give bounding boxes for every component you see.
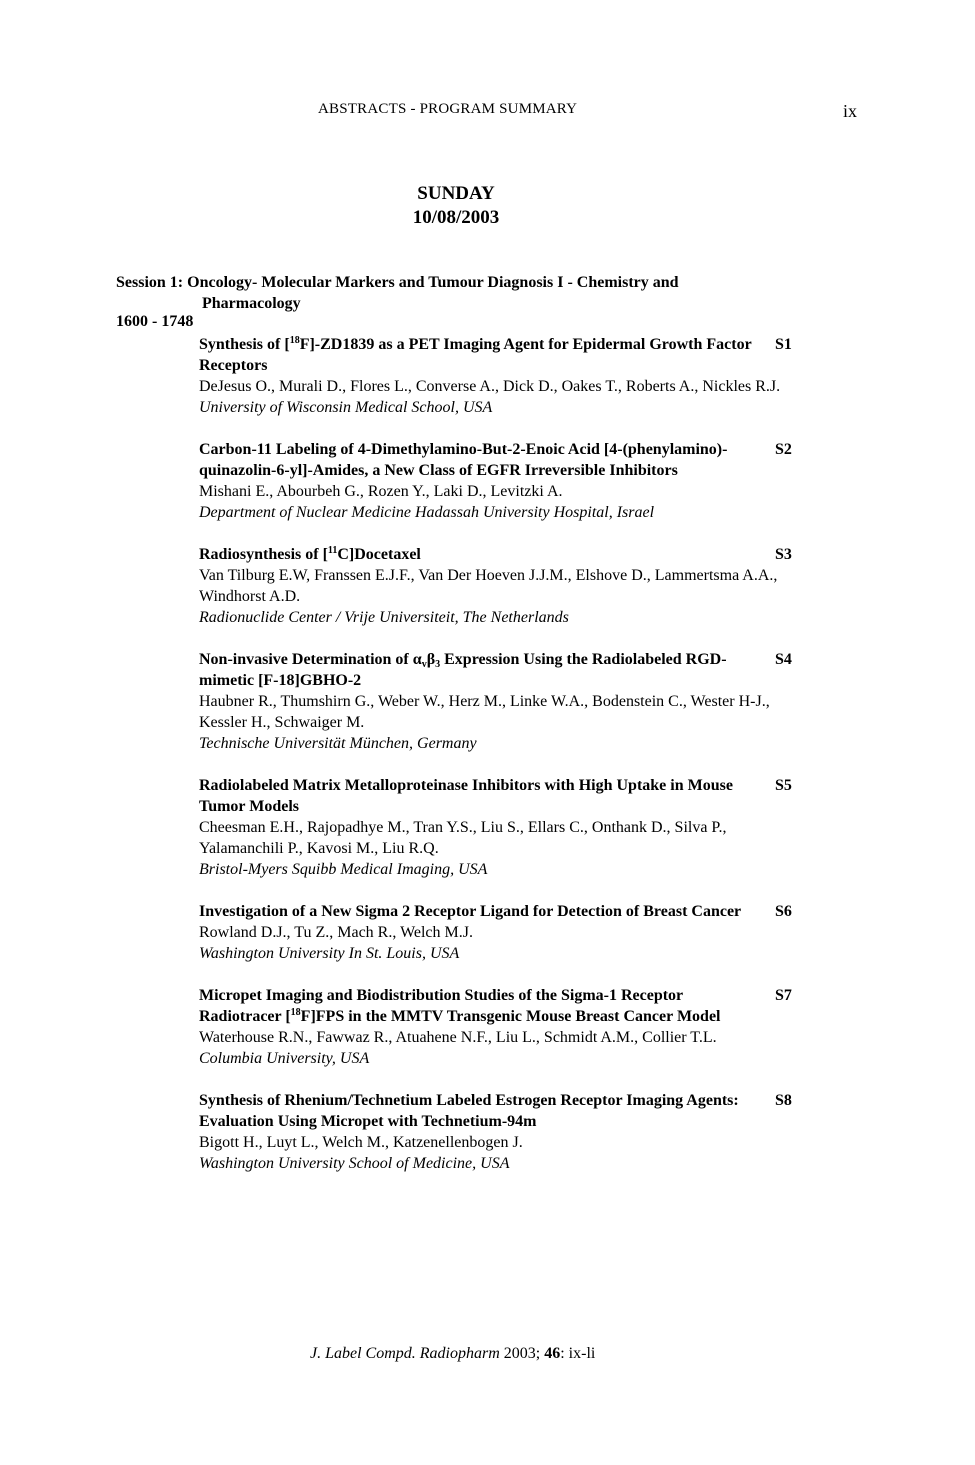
abstract-list — [199, 334, 809, 1195]
abstract-affiliation: Department of Nuclear Medicine Hadassah University Hospital, Israel — [199, 504, 655, 521]
abstract-authors: Rowland D.J., Tu Z., Mach R., Welch M.J. — [199, 924, 473, 941]
session-time: 1600 - 1748 — [116, 313, 194, 330]
abstract-title: Carbon-11 Labeling of 4-Dimethylamino-But-2-Enoic Acid [4-(phenylamino)-quinazolin-6-yl]-Amides, a New Class of EGFR Irreversible Inhibitors — [199, 441, 728, 479]
journal-citation — [310, 1345, 595, 1363]
abstract-authors: Van Tilburg E.W, Franssen E.J.F., Van Der Hoeven J.J.M., Elshove D., Lammertsma A.A., Windhorst A.D. — [199, 567, 778, 605]
running-head: ABSTRACTS - PROGRAM SUMMARY — [318, 101, 578, 117]
page-number: ix — [843, 101, 858, 121]
abstract-entry-s5 — [199, 775, 809, 880]
day-name: SUNDAY — [417, 183, 495, 204]
abstract-affiliation: Bristol-Myers Squibb Medical Imaging, USA — [199, 861, 488, 878]
abstract-title: Micropet Imaging and Biodistribution Studies of the Sigma-1 Receptor Radiotracer [$^{18}$F]FPS in the MMTV Transgenic Mouse Breast Cancer Model — [199, 987, 721, 1025]
abstract-entry-s1 — [199, 334, 809, 418]
abstract-title: Synthesis of [$^{18}$F]-ZD1839 as a PET Imaging Agent for Epidermal Growth Factor Receptors — [199, 335, 752, 374]
journal-name: J. Label Compd. Radiopharm — [310, 1345, 500, 1362]
abstract-affiliation: Radionuclide Center / Vrije Universiteit, The Netherlands — [199, 609, 569, 626]
abstract-code: S1 — [775, 336, 792, 353]
abstract-entry-s6 — [199, 901, 809, 964]
abstract-title: Investigation of a New Sigma 2 Receptor Ligand for Detection of Breast Cancer — [199, 903, 742, 920]
abstract-entry-s4 — [199, 649, 809, 754]
abstract-authors: Haubner R., Thumshirn G., Weber W., Herz M., Linke W.A., Bodenstein C., Wester H-J., Kessler H., Schwaiger M. — [199, 693, 770, 731]
abstract-title: Radiosynthesis of [$^{11}$C]Docetaxel — [199, 545, 421, 563]
session-title — [116, 272, 816, 314]
journal-pages: : ix-li — [560, 1345, 596, 1362]
abstract-affiliation: Columbia University, USA — [199, 1050, 370, 1067]
abstract-entry-s8 — [199, 1090, 809, 1174]
day-date: 10/08/2003 — [412, 207, 500, 228]
abstract-code: S6 — [775, 903, 792, 920]
abstract-code: S8 — [775, 1092, 792, 1109]
abstract-entry-s7 — [199, 985, 809, 1069]
abstract-affiliation: Technische Universität München, Germany — [199, 735, 477, 752]
day-heading — [0, 182, 912, 230]
abstract-entry-s3 — [199, 544, 809, 628]
abstract-authors: Bigott H., Luyt L., Welch M., Katzenellenbogen J. — [199, 1134, 523, 1151]
session-title-line2: Pharmacology — [202, 295, 301, 312]
abstract-entry-s2 — [199, 439, 809, 523]
abstract-authors: DeJesus O., Murali D., Flores L., Converse A., Dick D., Oakes T., Roberts A., Nickles R.J. — [199, 378, 781, 395]
abstract-authors: Cheesman E.H., Rajopadhye M., Tran Y.S., Liu S., Ellars C., Onthank D., Silva P., Yalamanchili P., Kavosi M., Liu R.Q. — [199, 819, 727, 857]
abstract-title: Radiolabeled Matrix Metalloproteinase Inhibitors with High Uptake in Mouse Tumor Models — [199, 777, 733, 815]
abstract-authors: Waterhouse R.N., Fawwaz R., Atuahene N.F., Liu L., Schmidt A.M., Collier T.L. — [199, 1029, 717, 1046]
abstract-affiliation: University of Wisconsin Medical School, USA — [199, 399, 493, 416]
session-title-line1: Session 1: Oncology- Molecular Markers and Tumour Diagnosis I - Chemistry and — [116, 274, 679, 291]
abstract-title: Synthesis of Rhenium/Technetium Labeled Estrogen Receptor Imaging Agents: Evaluation Using Micropet with Technetium-94m — [199, 1092, 739, 1130]
abstract-code: S4 — [775, 651, 792, 668]
journal-year: 2003; — [499, 1345, 545, 1362]
journal-volume: 46 — [544, 1345, 561, 1362]
abstract-code: S2 — [775, 441, 792, 458]
abstract-code: S3 — [775, 546, 792, 563]
abstract-code: S7 — [775, 987, 792, 1004]
abstract-authors: Mishani E., Abourbeh G., Rozen Y., Laki D., Levitzki A. — [199, 483, 563, 500]
abstract-affiliation: Washington University School of Medicine, USA — [199, 1155, 510, 1172]
abstract-affiliation: Washington University In St. Louis, USA — [199, 945, 460, 962]
abstract-title: Non-invasive Determination of $\alpha_v\beta_3$ Expression Using the Radiolabeled RGD-mimetic [F-18]GBHO-2 — [199, 651, 727, 689]
abstract-code: S5 — [775, 777, 792, 794]
